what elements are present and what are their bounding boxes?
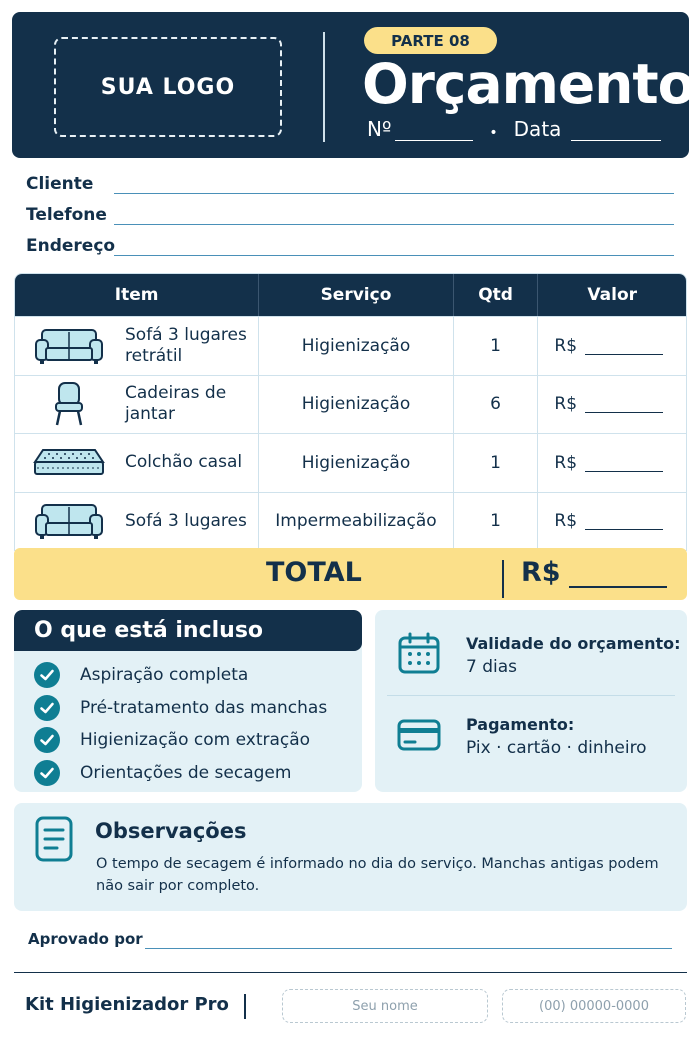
header-item: Item: [15, 274, 259, 316]
service-cell: Impermeabilização: [259, 493, 453, 551]
total-value: [521, 557, 667, 588]
total-bar: [14, 548, 687, 600]
value-input-line[interactable]: [585, 395, 663, 413]
calendar-icon: [397, 632, 441, 676]
payment-row: [375, 693, 687, 773]
item-name: Sofá 3 lugares retrátil: [125, 324, 247, 366]
observations-text: O tempo de secagem é informado no dia do serviço. Manchas antigas podem não sair por completo.: [96, 856, 659, 894]
currency-label: R$: [554, 335, 578, 356]
total-label: TOTAL: [266, 557, 362, 588]
name-field[interactable]: Seu nome: [282, 989, 488, 1023]
included-list: [14, 651, 362, 789]
header-value: Valor: [587, 285, 638, 305]
list-item-label: Pré-tratamento das manchas: [80, 697, 328, 718]
list-item: [14, 692, 362, 725]
header-service: Serviço: [259, 274, 453, 316]
validity-row: [375, 612, 687, 692]
observations-panel: [14, 803, 687, 911]
qty-cell: 6: [454, 376, 539, 434]
item-cell: [15, 434, 259, 492]
value-input-line[interactable]: [585, 454, 663, 472]
document-icon: [34, 815, 74, 863]
check-icon: [34, 662, 60, 688]
mattress-icon: [33, 441, 105, 485]
observations-title: Observações: [95, 819, 247, 843]
address-field: [26, 234, 676, 258]
value-cell: [538, 376, 686, 434]
value-cell: [538, 434, 686, 492]
currency-label: R$: [554, 511, 578, 532]
check-icon: [34, 727, 60, 753]
qty-cell: 1: [454, 493, 539, 551]
separator: •: [489, 125, 498, 141]
credit-card-icon: [397, 713, 441, 757]
brand-name: Kit Higienizador Pro: [25, 994, 229, 1015]
value-input-line[interactable]: [585, 512, 663, 530]
value-cell: [538, 493, 686, 551]
phone-input-line[interactable]: [114, 224, 674, 225]
client-field: [26, 172, 676, 196]
header-divider: [323, 32, 325, 142]
item-name: Cadeiras de jantar: [125, 383, 227, 425]
payment-value: Pix · cartão · dinheiro: [466, 738, 647, 758]
total-currency: R$: [521, 557, 561, 588]
logo-placeholder[interactable]: SUA LOGO: [54, 37, 282, 137]
list-item: [14, 724, 362, 757]
date-field[interactable]: [571, 123, 661, 141]
table-header: [15, 274, 686, 316]
date-label: Data: [513, 117, 562, 141]
address-input-line[interactable]: [114, 255, 674, 256]
validity-title: Validade do orçamento:: [466, 634, 681, 653]
items-table: [14, 273, 687, 551]
phone-label: Telefone: [26, 205, 107, 225]
total-divider: [502, 560, 504, 598]
address-label: Endereço: [26, 236, 116, 256]
item-name: Colchão casal: [125, 452, 243, 473]
number-date-line: [367, 117, 661, 141]
included-title: O que está incluso: [14, 610, 362, 651]
sofa-icon: [33, 499, 105, 543]
list-item: [14, 659, 362, 692]
value-input-line[interactable]: [585, 337, 663, 355]
check-icon: [34, 760, 60, 786]
number-label: Nº: [367, 117, 392, 141]
phone-number-field[interactable]: (00) 00000-0000: [502, 989, 686, 1023]
approved-signature-line[interactable]: [145, 948, 672, 949]
qty-cell: 1: [454, 317, 539, 375]
list-item-label: Orientações de secagem: [80, 762, 292, 783]
client-input-line[interactable]: [114, 193, 674, 194]
table-row: [15, 316, 686, 375]
currency-label: R$: [554, 452, 578, 473]
qty-cell: 1: [454, 434, 539, 492]
footer-separator: [244, 994, 246, 1019]
approved-label: Aprovado por: [28, 930, 143, 948]
header-banner: [12, 12, 695, 158]
service-cell: Higienização: [259, 434, 453, 492]
list-item-label: Aspiração completa: [80, 665, 249, 686]
item-cell: [15, 493, 259, 551]
sofa-icon: [33, 324, 105, 368]
total-input-line[interactable]: [569, 564, 667, 588]
check-icon: [34, 695, 60, 721]
currency-label: R$: [554, 394, 578, 415]
value-cell: [538, 317, 686, 375]
part-badge: PARTE 08: [364, 27, 497, 54]
item-cell: [15, 317, 259, 375]
client-label: Cliente: [26, 174, 94, 194]
number-field[interactable]: [395, 123, 473, 141]
list-item-label: Higienização com extração: [80, 730, 311, 751]
service-cell: Higienização: [259, 376, 453, 434]
footer-divider: [14, 972, 687, 973]
table-row: [15, 375, 686, 434]
page-title: Orçamento: [362, 52, 695, 116]
table-row: [15, 433, 686, 492]
payment-title: Pagamento:: [466, 715, 575, 734]
info-panel: [375, 610, 687, 792]
included-panel: [14, 610, 362, 792]
chair-icon: [33, 382, 105, 426]
item-name: Sofá 3 lugares: [125, 510, 247, 531]
phone-field: [26, 203, 676, 227]
item-cell: [15, 376, 259, 434]
header-qty: Qtd: [454, 274, 539, 316]
service-cell: Higienização: [259, 317, 453, 375]
table-row: [15, 492, 686, 551]
list-item: [14, 757, 362, 790]
validity-value: 7 dias: [466, 657, 518, 677]
